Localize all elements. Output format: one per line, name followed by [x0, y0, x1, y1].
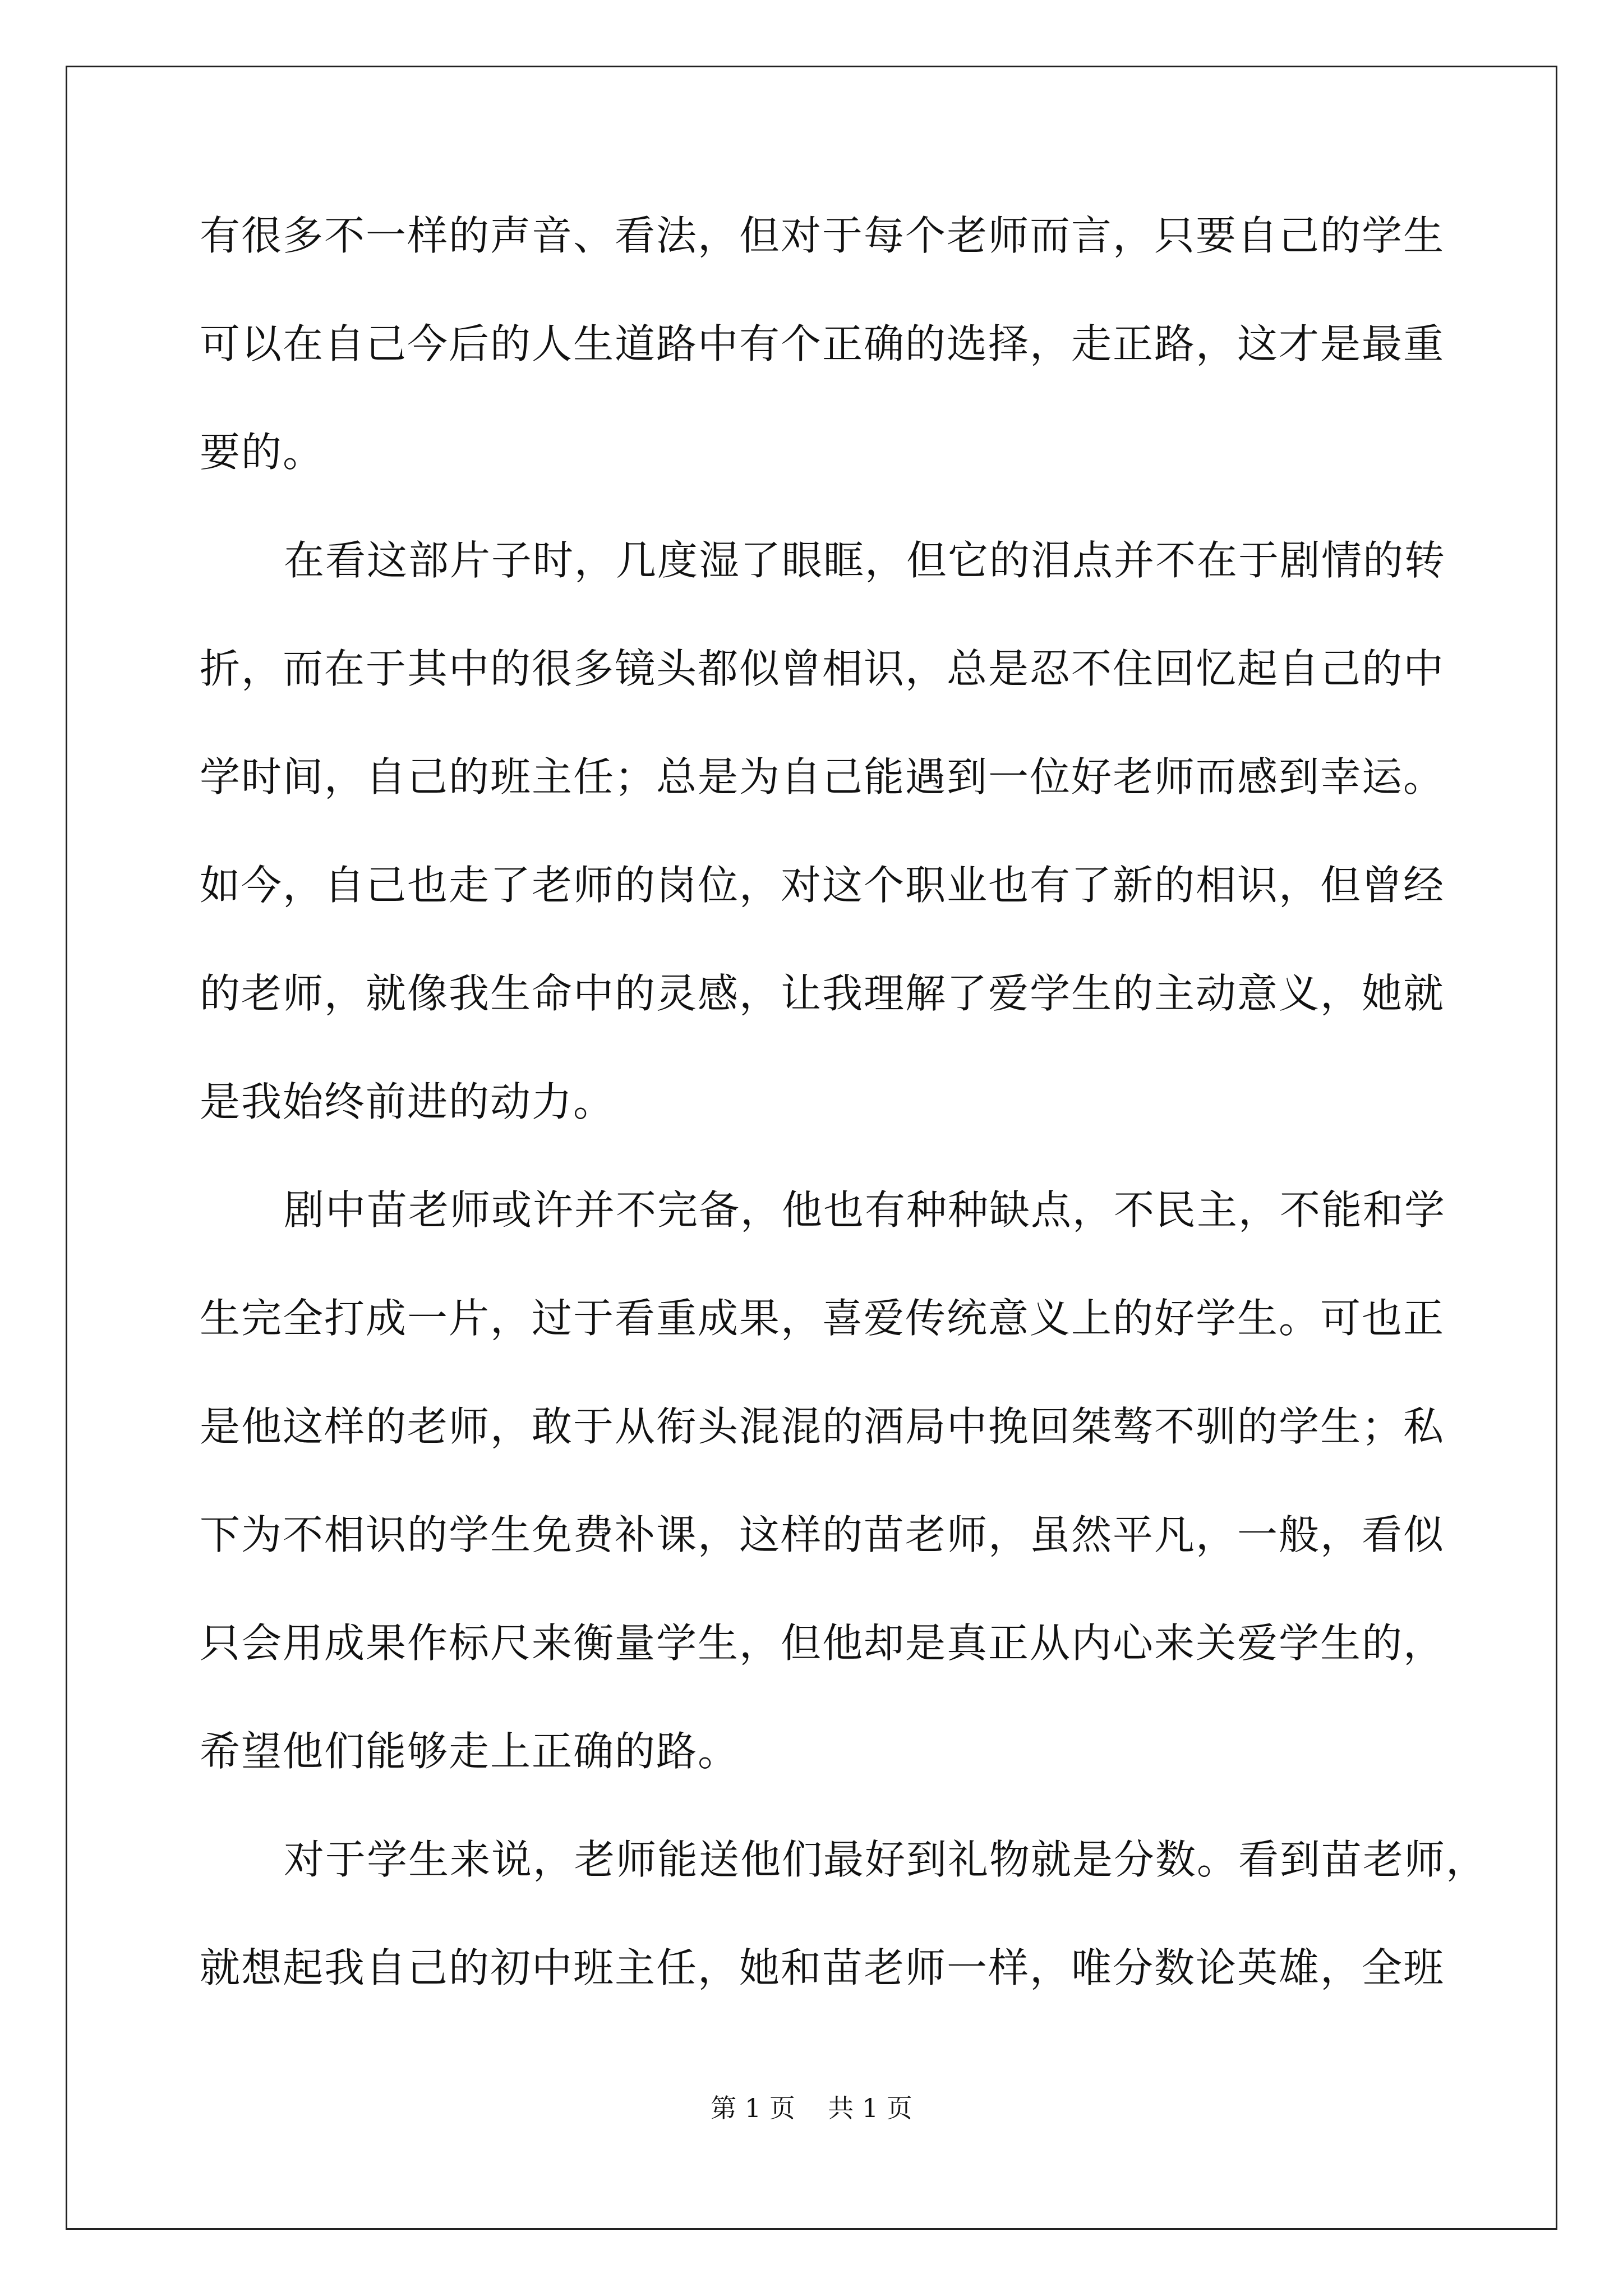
text-line: 只会用成果作标尺来衡量学生，但他却是真正从内心来关爱学生的， — [200, 1619, 1445, 1667]
text-line: 学时间，自己的班主任；总是为自己能遇到一位好老师而感到幸运。 — [200, 753, 1445, 800]
text-line: 可以在自己今后的人生道路中有个正确的选择，走正路，这才是最重 — [200, 320, 1445, 367]
text-line: 就想起我自己的初中班主任，她和苗老师一样，唯分数论英雄，全班 — [200, 1944, 1445, 1991]
text-line-indented: 在看这部片子时，几度湿了眼眶，但它的泪点并不在于剧情的转 — [284, 537, 1446, 584]
text-line: 生完全打成一片，过于看重成果，喜爱传统意义上的好学生。可也正 — [200, 1295, 1445, 1342]
text-line: 要的。 — [200, 429, 325, 476]
text-line: 如今，自己也走了老师的岗位，对这个职业也有了新的相识，但曾经 — [200, 862, 1445, 909]
text-line: 下为不相识的学生免费补课，这样的苗老师，虽然平凡，一般，看似 — [200, 1511, 1445, 1558]
text-line: 有很多不一样的声音、看法，但对于每个老师而言，只要自己的学生 — [200, 212, 1445, 259]
text-line: 的老师，就像我生命中的灵感，让我理解了爱学生的主动意义，她就 — [200, 970, 1445, 1017]
text-line: 是我始终前进的动力。 — [200, 1078, 615, 1125]
text-line: 希望他们能够走上正确的路。 — [200, 1728, 740, 1775]
text-line-indented: 剧中苗老师或许并不完备，他也有种种缺点，不民主，不能和学 — [284, 1186, 1446, 1234]
document-body — [200, 208, 1488, 2048]
text-line: 折，而在于其中的很多镜头都似曾相识，总是忍不住回忆起自己的中 — [200, 645, 1445, 692]
text-line: 是他这样的老师，敢于从衔头混混的酒局中挽回桀骜不驯的学生；私 — [200, 1403, 1445, 1450]
text-line-indented: 对于学生来说，老师能送他们最好到礼物就是分数。看到苗老师， — [284, 1836, 1488, 1883]
page-number-footer: 第 1 页 共 1 页 — [711, 2093, 912, 2123]
